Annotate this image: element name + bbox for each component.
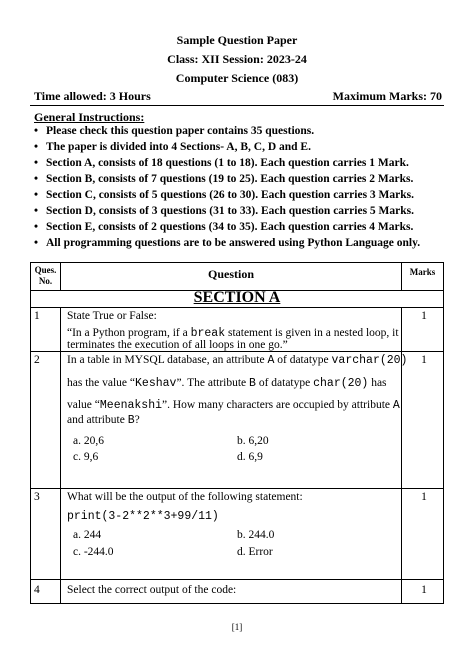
class-session: Class: XII Session: 2023-24 [167,52,307,66]
q3-option-b: b. 244.0 [237,529,275,541]
bullet: • [34,157,39,169]
table-border-left [30,262,31,604]
bullet: • [34,221,39,233]
question-number: 3 [34,491,40,503]
code-break: break [190,327,226,340]
time-allowed: Time allowed: 3 Hours [34,89,151,103]
q2-option-a: a. 20,6 [73,435,104,447]
question-number: 2 [34,354,40,366]
instruction-item: • Section D, consists of 3 questions (31 to 33). Each question carries 5 Marks. [34,205,414,217]
column-rule [60,307,61,604]
q1-line-3: terminates the execution of all loops in one go.” [67,339,288,351]
page-number: [1] [231,622,243,632]
instruction-item: • Please check this question paper contains 35 questions. [34,125,315,137]
column-header-question: Question [207,267,254,281]
instructions-heading: General Instructions: [34,110,145,124]
q1-line-2: “In a Python program, if a break statement is given in a nested loop, it [67,327,399,340]
q3-text: What will be the output of the following statement: [67,491,303,503]
instruction-item: • Section A, consists of 18 questions (1 to 18). Each question carries 1 Mark. [34,157,409,169]
q2-line-3: value “Meenakshi”. How many characters are occupied by attribute A [67,399,400,412]
exam-meta [34,89,442,103]
question-marks: 1 [421,584,427,596]
bullet: • [34,205,39,217]
column-header-qno: Ques. No. [34,265,57,286]
instruction-item: • Section C, consists of 5 questions (26 to 30). Each question carries 3 Marks. [34,189,414,201]
subject-title: Computer Science (083) [175,71,299,85]
row-rule [30,579,444,580]
paper-title: Sample Question Paper [176,33,298,47]
instruction-item: • Section B, consists of 7 questions (19 to 25). Each question carries 2 Marks. [34,173,414,185]
q2-line-2: has the value “Keshav”. The attribute B of datatype char(20) has [67,377,387,390]
bullet: • [34,237,39,249]
bullet: • [34,173,39,185]
question-marks: 1 [421,491,427,503]
instruction-item: • Section E, consists of 2 questions (34 to 35). Each question carries 4 Marks. [34,221,414,233]
section-heading: SECTION A [193,289,281,306]
question-marks: 1 [421,354,427,366]
column-rule [401,307,402,604]
q1-line-1: State True or False: [67,310,157,322]
bullet: • [34,189,39,201]
table-border-top [30,262,444,263]
bullet: • [34,125,39,137]
column-header-marks: Marks [409,267,436,277]
q3-option-d: d. Error [237,546,273,558]
question-marks: 1 [421,310,427,322]
q3-option-a: a. 244 [73,529,102,541]
header-rule [30,105,444,106]
table-border-bottom [30,603,444,604]
q2-line-1: In a table in MYSQL database, an attribute A of datatype varchar(20) [67,354,408,367]
q3-code: print(3-2**2**3+99/11) [67,510,219,523]
question-table [30,262,444,604]
q2-line-4: and attribute B? [67,414,140,427]
question-number: 4 [34,584,40,596]
q4-text: Select the correct output of the code: [67,584,237,596]
table-border-right [443,262,444,604]
instruction-item: • The paper is divided into 4 Sections- A, B, C, D and E. [34,141,311,153]
q3-option-c: c. -244.0 [73,546,114,558]
max-marks: Maximum Marks: 70 [332,89,442,103]
row-rule [30,488,444,489]
bullet: • [34,141,39,153]
q2-option-c: c. 9,6 [73,451,99,463]
question-number: 1 [34,310,40,322]
instruction-item: • All programming questions are to be answered using Python Language only. [34,237,421,249]
q2-option-b: b. 6,20 [237,435,269,447]
q2-option-d: d. 6,9 [237,451,263,463]
section-rule [30,307,444,308]
